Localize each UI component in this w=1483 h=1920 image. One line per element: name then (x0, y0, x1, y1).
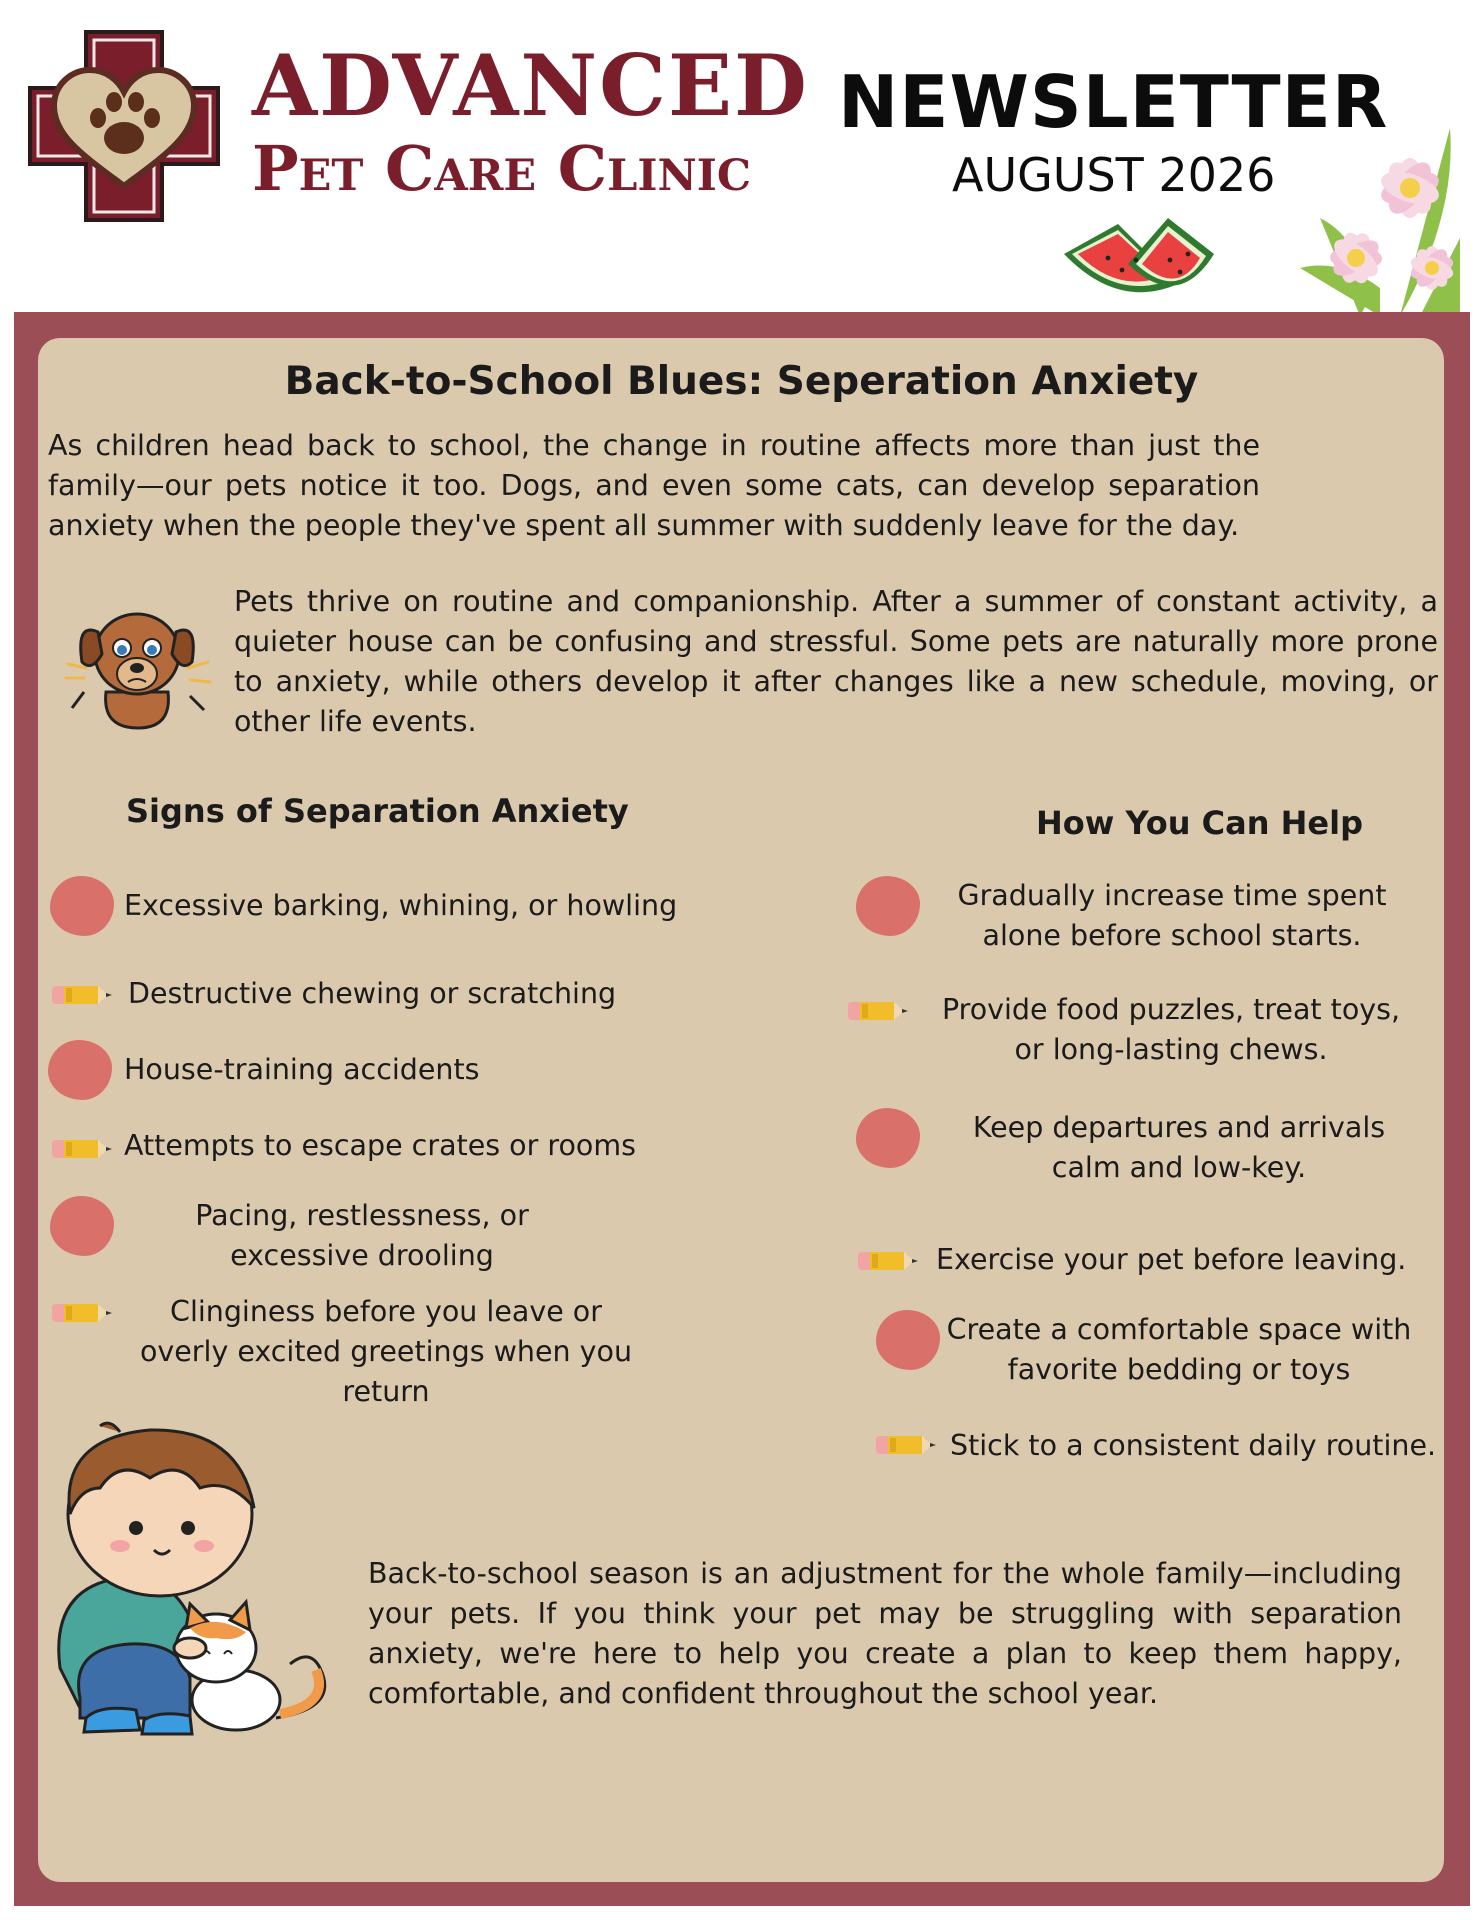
pencil-icon (856, 1248, 922, 1274)
help-item-1 (856, 876, 1436, 956)
signs-item-2 (50, 974, 690, 1014)
pencil-icon (50, 1136, 116, 1162)
signs-item-text: Attempts to escape crates or rooms (124, 1129, 636, 1162)
red-dot-icon (50, 1196, 114, 1256)
closing-paragraph: Back-to-school season is an adjustment for the whole family—including your pets. If you think your pet may be struggling with separation anxiety, we're here to help you create a plan to keep them happy, comfortable, and confident throughout the school year. (368, 1557, 1402, 1710)
help-item-4 (856, 1240, 1436, 1280)
anxious-dog-icon (58, 592, 216, 730)
red-dot-icon (48, 1040, 112, 1100)
signs-section-title: Signs of Separation Anxiety (126, 792, 629, 830)
red-dot-icon (876, 1310, 940, 1370)
plumeria-flowers-icon (1260, 118, 1460, 316)
signs-item-5 (50, 1196, 690, 1276)
help-item-5 (876, 1310, 1436, 1390)
signs-item-1 (50, 876, 690, 936)
pencil-icon (50, 1300, 116, 1326)
help-item-text: Keep departures and arrivals calm and low-key. (972, 1111, 1386, 1184)
newsletter-title: NEWSLETTER (838, 60, 1389, 144)
help-item-text: Stick to a consistent daily routine. (950, 1429, 1437, 1462)
help-section-title: How You Can Help (1036, 804, 1363, 842)
signs-item-text: Pacing, restlessness, or excessive drooling (195, 1199, 529, 1272)
signs-item-3 (48, 1040, 688, 1100)
clinic-name-line2: Pet Care Clinic (252, 132, 752, 205)
help-item-text: Exercise your pet before leaving. (936, 1243, 1407, 1276)
newsletter-date: AUGUST 2026 (952, 148, 1276, 202)
signs-item-text: Destructive chewing or scratching (128, 977, 617, 1010)
red-dot-icon (856, 1108, 920, 1168)
help-item-3 (856, 1108, 1436, 1188)
pencil-icon (50, 982, 116, 1008)
article-title: Back-to-School Blues: Seperation Anxiety (284, 359, 1199, 404)
body-paragraph: Pets thrive on routine and companionship. After a summer of constant activity, a quieter house can be confusing and stressful. Some pets are naturally more prone to anxiety, while others develop it after changes like a new schedule, moving, or other life events. (234, 585, 1438, 738)
signs-item-text: Excessive barking, whining, or howling (124, 889, 678, 922)
pencil-icon (874, 1432, 940, 1458)
help-item-2 (846, 990, 1436, 1070)
clinic-logo (24, 26, 224, 226)
red-dot-icon (856, 876, 920, 936)
watermelon-icon (1058, 214, 1218, 314)
signs-item-text: House-training accidents (124, 1053, 480, 1086)
boy-with-kitten-icon (40, 1418, 340, 1740)
signs-item-6 (50, 1292, 690, 1412)
help-item-text: Gradually increase time spent alone before school starts. (957, 879, 1387, 952)
help-item-text: Provide food puzzles, treat toys, or long-lasting chews. (941, 993, 1401, 1066)
intro-paragraph: As children head back to school, the change in routine affects more than just the family—our pets notice it too. Dogs, and even some cats, can develop separation anxiety when the people they've spent all summer with suddenly leave for the day. (48, 429, 1260, 542)
help-item-6 (874, 1426, 1444, 1466)
signs-item-text: Clinginess before you leave or overly excited greetings when you return (139, 1295, 633, 1408)
red-dot-icon (50, 876, 114, 936)
pencil-icon (846, 998, 912, 1024)
clinic-name-line1: ADVANCED (252, 36, 809, 135)
help-item-text: Create a comfortable space with favorite bedding or toys (946, 1313, 1412, 1386)
signs-item-4 (50, 1126, 690, 1166)
